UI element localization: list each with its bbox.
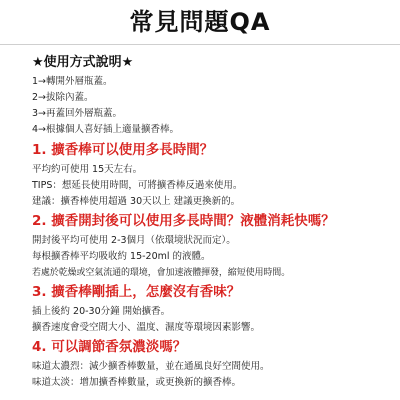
faq-question: 2. 擴香開封後可以使用多長時間？液體消耗快嗎？ — [32, 213, 335, 229]
usage-section — [32, 54, 368, 138]
faq-answer: 味道太濃烈：減少擴香棒數量，並在通風良好空間使用。 — [32, 361, 270, 372]
faq-answer: 建議：擴香棒使用超過 30天以上 建議更換新的。 — [32, 196, 241, 207]
page-title: 常見問題QA — [129, 8, 271, 36]
faq-answer: 若處於乾燥或空氣流通的環境，會加速液體揮發，縮短使用時間。 — [32, 268, 291, 278]
faq-answer: 擴香速度會受空間大小、溫度、濕度等環境因素影響。 — [32, 322, 261, 333]
title-divider — [0, 44, 400, 45]
faq-answer: 每根擴香棒平均吸收約 15-20ml 的液體。 — [32, 251, 211, 262]
usage-step: 4→根據個人喜好插上適量擴香棒。 — [32, 124, 180, 135]
faq-item-3 — [32, 283, 368, 336]
faq-question: 4. 可以調節香氛濃淡嗎？ — [32, 339, 187, 355]
faq-answer: 開封後平均可使用 2-3個月（依環境狀況而定）。 — [32, 235, 236, 246]
usage-step: 1→轉開外層瓶蓋。 — [32, 76, 113, 87]
faq-answer: 平均約可使用 15天左右。 — [32, 164, 143, 175]
faq-item-1 — [32, 141, 368, 210]
faq-item-4 — [32, 338, 368, 391]
usage-step: 3→再蓋回外層瓶蓋。 — [32, 108, 123, 119]
usage-step: 2→拔除內蓋。 — [32, 92, 94, 103]
faq-answer: 味道太淡：增加擴香棒數量，或更換新的擴香棒。 — [32, 377, 242, 388]
faq-question: 3. 擴香棒剛插上，怎麼沒有香味？ — [32, 284, 241, 300]
faq-answer: TIPS：想延長使用時間，可將擴香棒反過來使用。 — [32, 180, 243, 191]
faq-item-2 — [32, 212, 368, 281]
usage-heading: ★使用方式說明★ — [32, 55, 134, 70]
faq-answer: 插上後約 20-30分鐘 開始擴香。 — [32, 306, 171, 317]
faq-question: 1. 擴香棒可以使用多長時間？ — [32, 142, 214, 158]
